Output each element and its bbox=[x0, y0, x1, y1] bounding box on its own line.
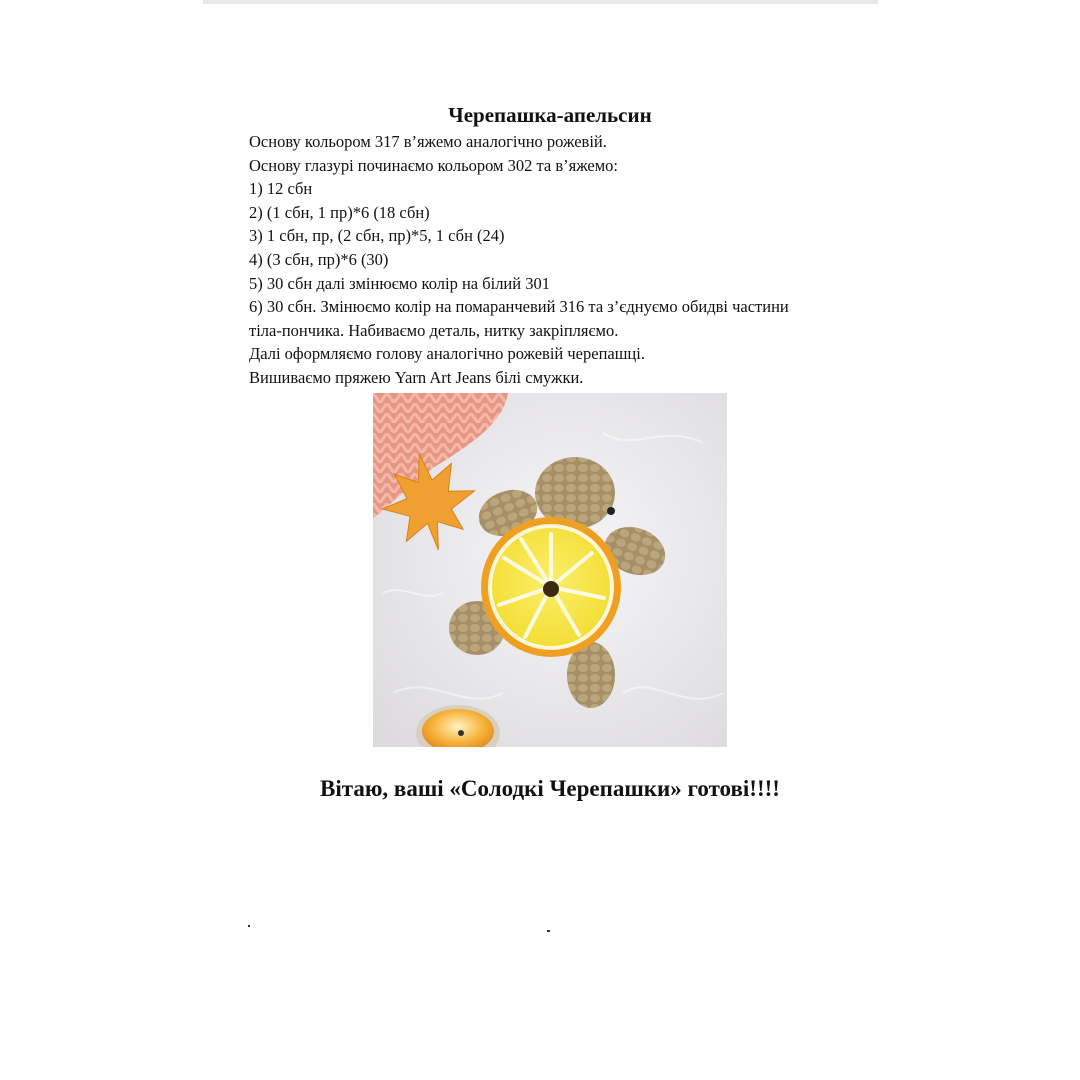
page-top-border bbox=[203, 0, 878, 4]
scan-speck bbox=[248, 925, 250, 927]
instruction-line: 5) 30 сбн далі змінюємо колір на білий 301 bbox=[249, 273, 550, 293]
instruction-line: 1) 12 сбн bbox=[249, 179, 313, 199]
instructions-block bbox=[249, 130, 869, 390]
document-title: Черепашка-апельсин bbox=[448, 103, 652, 127]
instruction-line: Основу кольором 317 в’яжемо аналогічно рожевій. bbox=[249, 132, 607, 151]
instruction-line: 4) (3 сбн, пр)*6 (30) bbox=[249, 249, 389, 269]
instruction-line: Далі оформляємо голову аналогічно рожевій черепашці. bbox=[249, 344, 645, 364]
closing-message: Вітаю, ваші «Солодкі Черепашки» готові!!!! bbox=[320, 776, 780, 801]
instruction-line: 6) 30 сбн. Змінюємо колір на помаранчевий 316 та з’єднуємо обидві частини bbox=[249, 297, 789, 317]
instruction-line: 2) (1 сбн, 1 пр)*6 (18 сбн) bbox=[249, 202, 430, 222]
scan-speck bbox=[547, 930, 550, 932]
instruction-line: тіла-пончика. Набиваємо деталь, нитку закріпляємо. bbox=[249, 320, 619, 340]
instruction-line: Вишиваємо пряжею Yarn Art Jeans білі смужки. bbox=[249, 367, 584, 387]
instruction-line: Основу глазурі починаємо кольором 302 та в’яжемо: bbox=[249, 155, 618, 175]
instruction-line: 3) 1 сбн, пр, (2 сбн, пр)*5, 1 сбн (24) bbox=[249, 226, 505, 246]
turtle-photo bbox=[373, 393, 727, 747]
